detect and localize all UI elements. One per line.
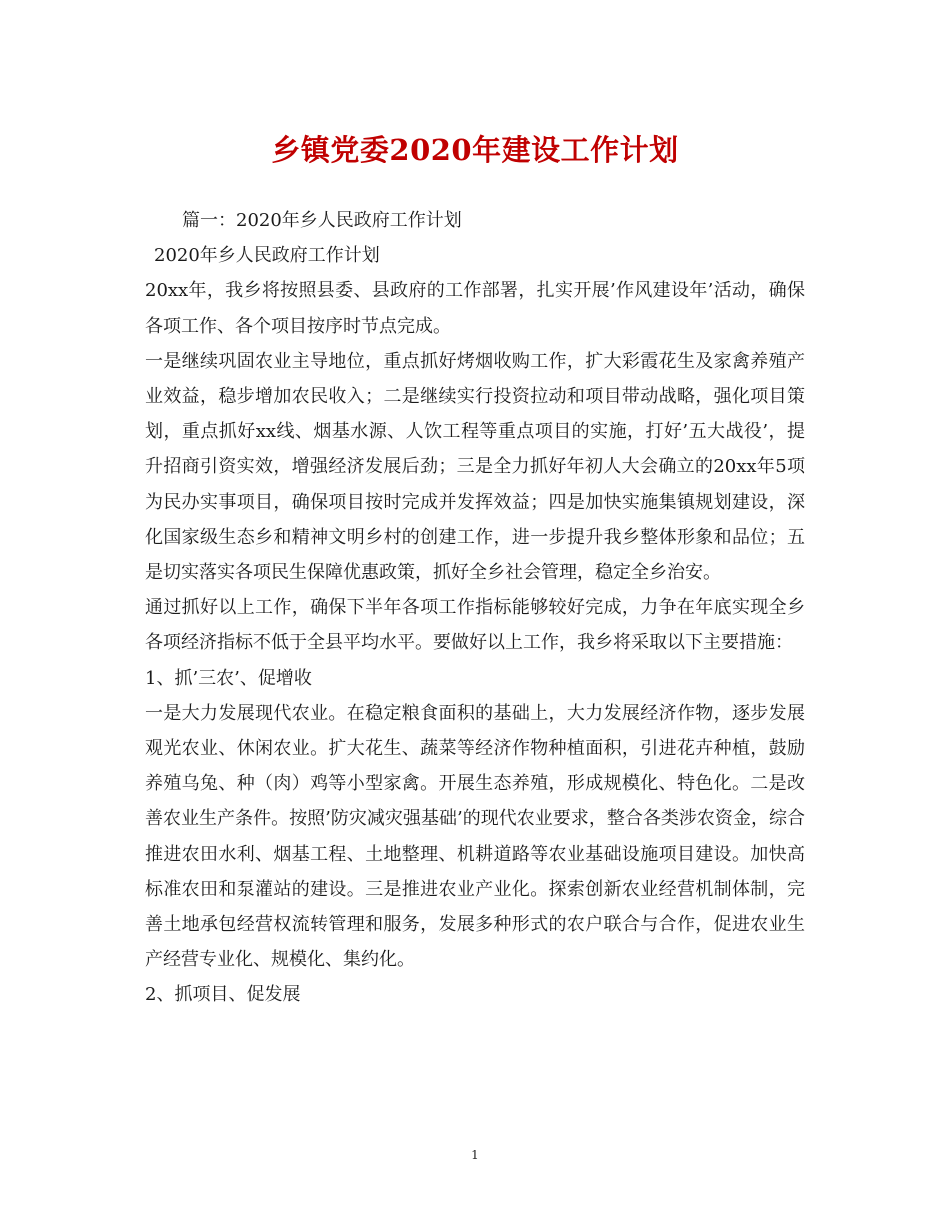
paragraph-intro: 20xx年，我乡将按照县委、县政府的工作部署，扎实开展’作风建设年’活动，确保各项工作、各个项目按序时节点完成。 <box>145 280 805 337</box>
paragraph-goals: 一是继续巩固农业主导地位，重点抓好烤烟收购工作，扩大彩霞花生及家禽养殖产业效益，稳步增加农民收入；二是继续实行投资拉动和项目带动战略，强化项目策划，重点抓好xx线、烟基水源、人饮工程等重点项目的实施，打好’五大战役’，提升招商引资实效，增强经济发展后劲；三是全力抓好年初人大会确立的20xx年5项为民办实事项目，确保项目按时完成并发挥效益；四是加快实施集镇规划建设，深化国家级生态乡和精神文明乡村的创建工作，进一步提升我乡整体形象和品位；五是切实落实各项民生保障优惠政策，抓好全乡社会管理，稳定全乡治安。 <box>145 350 805 584</box>
subtitle: 2020年乡人民政府工作计划 <box>154 245 380 267</box>
document-body <box>145 203 805 1013</box>
page-number: 1 <box>471 1148 479 1162</box>
paragraph-agriculture: 一是大力发展现代农业。在稳定粮食面积的基础上，大力发展经济作物，逐步发展观光农业、休闲农业。扩大花生、蔬菜等经济作物种植面积，引进花卉种植，鼓励养殖乌兔、种（肉）鸡等小型家禽。开展生态养殖，形成规模化、特色化。二是改善农业生产条件。按照’防灾减灾强基础’的现代农业要求，整合各类涉农资金，综合推进农田水利、烟基工程、土地整理、机耕道路等农业基础设施项目建设。加快高标准农田和泵灌站的建设。三是推进农业产业化。探索创新农业经营机制体制，完善土地承包经营权流转管理和服务，发展多种形式的农户联合与合作，促进农业生产经营专业化、规模化、集约化。 <box>145 702 805 971</box>
section-heading: 篇一：2020年乡人民政府工作计划 <box>182 210 462 231</box>
document-title: 乡镇党委2020年建设工作计划 <box>271 133 679 167</box>
item-heading-1: 1、抓’三农’、促增收 <box>145 667 312 689</box>
item-heading-2: 2、抓项目、促发展 <box>145 984 301 1006</box>
paragraph-measures-intro: 通过抓好以上工作，确保下半年各项工作指标能够较好完成，力争在年底实现全乡各项经济指标不低于全县平均水平。要做好以上工作，我乡将采取以下主要措施： <box>145 597 805 654</box>
